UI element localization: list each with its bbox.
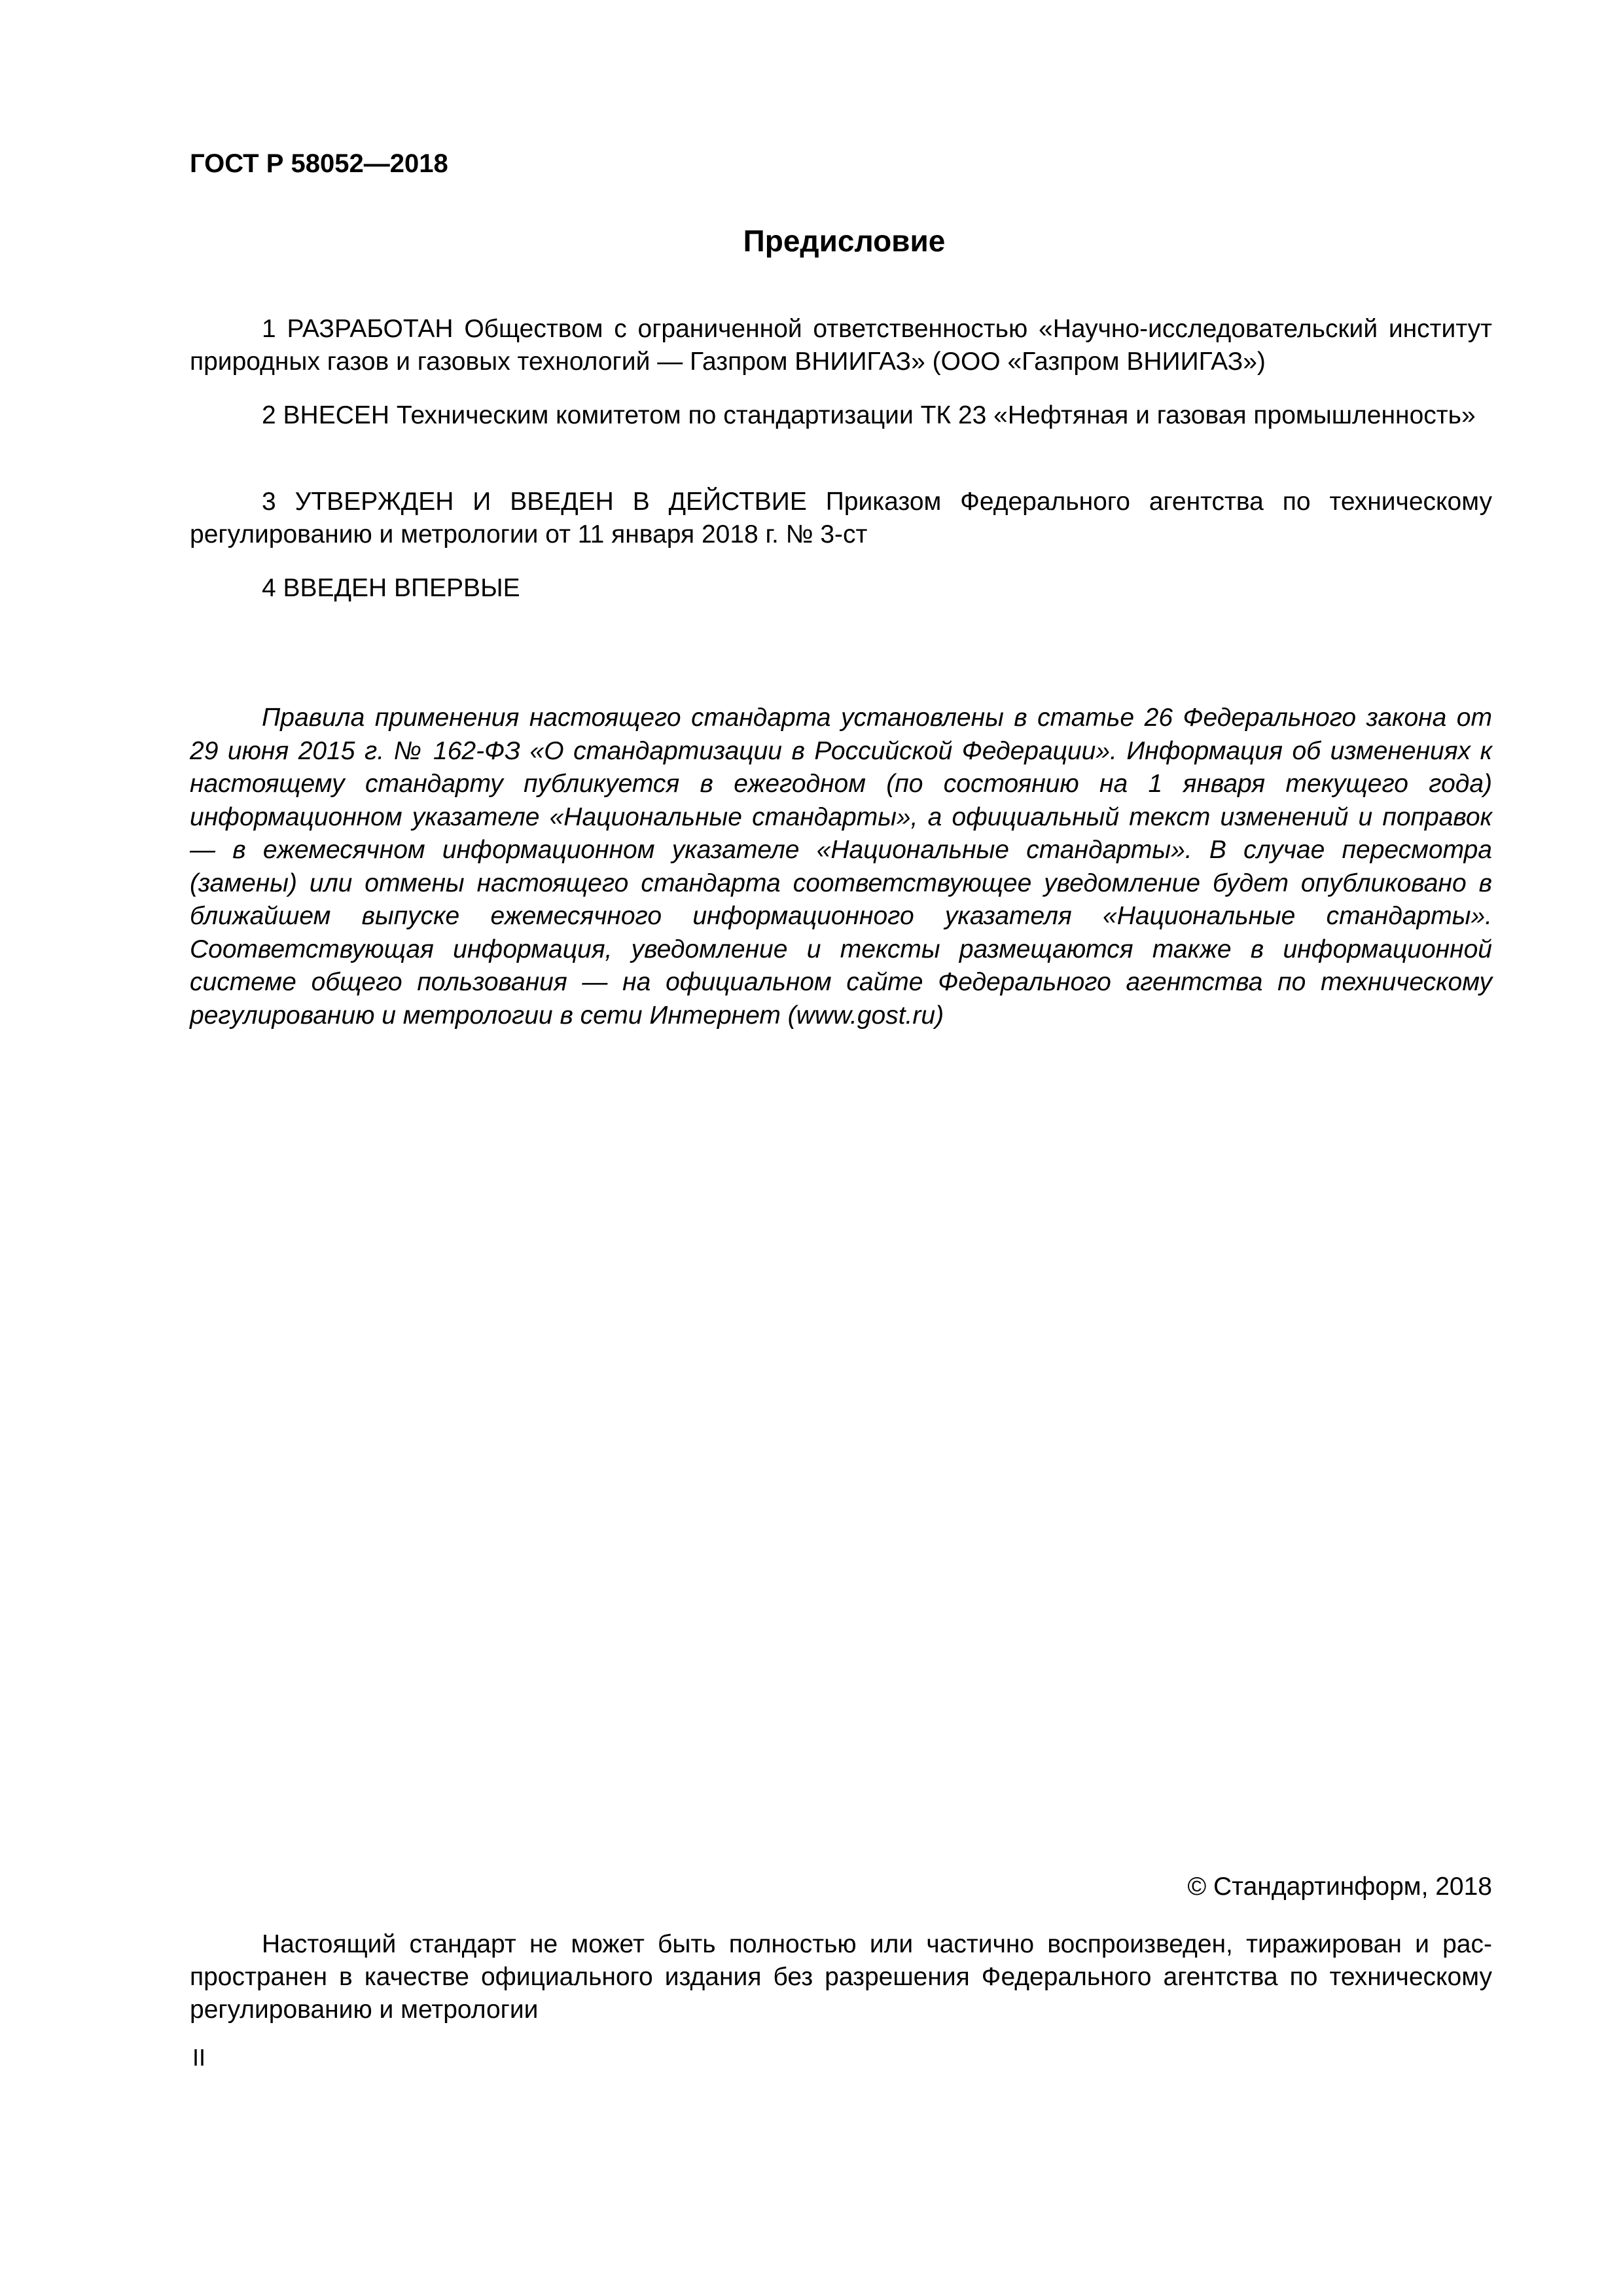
document-code: ГОСТ Р 58052—2018 [190, 149, 448, 178]
preface-item-first-introduced [190, 572, 1492, 605]
preface-item-text: 1 РАЗРАБОТАН Обществом с ограниченной ответственностью «Научно-исследовательский институт природных газов и газовых технологий — Газпром ВНИИГАЗ» (ООО «Газпром ВНИИГАЗ») [190, 315, 1492, 376]
copyright-line: © Стандартинформ, 2018 [1187, 1873, 1492, 1901]
preface-item-developed [190, 313, 1492, 378]
application-rules-notice [190, 702, 1492, 1032]
preface-item-submitted [190, 399, 1492, 432]
rights-text: Настоящий стандарт не может быть полностью или частично воспроизведен, тиражирован и распространен в качестве официального издания без разрешения Федерального агентства по техническому регулированию и метрологии [190, 1930, 1492, 2024]
page-number: II [192, 2044, 206, 2071]
notice-text: Правила применения настоящего стандарта установлены в статье 26 Федерального закона от 29 июня 2015 г. № 162-ФЗ «О стандартизации в Российской Федерации». Информация об изменениях к настоящему стандарту публикуется в ежегодном (по состоянию на 1 января текущего года) информационном указателе «Национальные стандарты», а официальный текст изменений и поправок — в ежемесячном информационном указателе «Национальные стандарты». В случае пересмотра (замены) или отмены настоящего стандарта соответствующее уведомление будет опубликовано в ближайшем выпуске ежемесячного информационного указателя «Национальные стандарты». Соответствующая информация, уведомление и тексты размещаются также в информационной системе общего пользования — на официальном сайте Федерального агентства по техническому регулированию и метрологии в сети Интернет (www.gost.ru) [190, 704, 1492, 1030]
section-title: Предисловие [743, 224, 946, 258]
preface-item-text: 3 УТВЕРЖДЕН И ВВЕДЕН В ДЕЙСТВИЕ Приказом Федерального агентства по техническому регулированию и метрологии от 11 января 2018 г. № 3-ст [190, 488, 1492, 548]
preface-item-text: 4 ВВЕДЕН ВПЕРВЫЕ [262, 574, 520, 602]
reproduction-rights-notice [190, 1928, 1492, 2026]
preface-item-text: 2 ВНЕСЕН Техническим комитетом по стандартизации ТК 23 «Нефтяная и газовая промышленность» [262, 401, 1476, 429]
preface-item-approved [190, 486, 1492, 551]
